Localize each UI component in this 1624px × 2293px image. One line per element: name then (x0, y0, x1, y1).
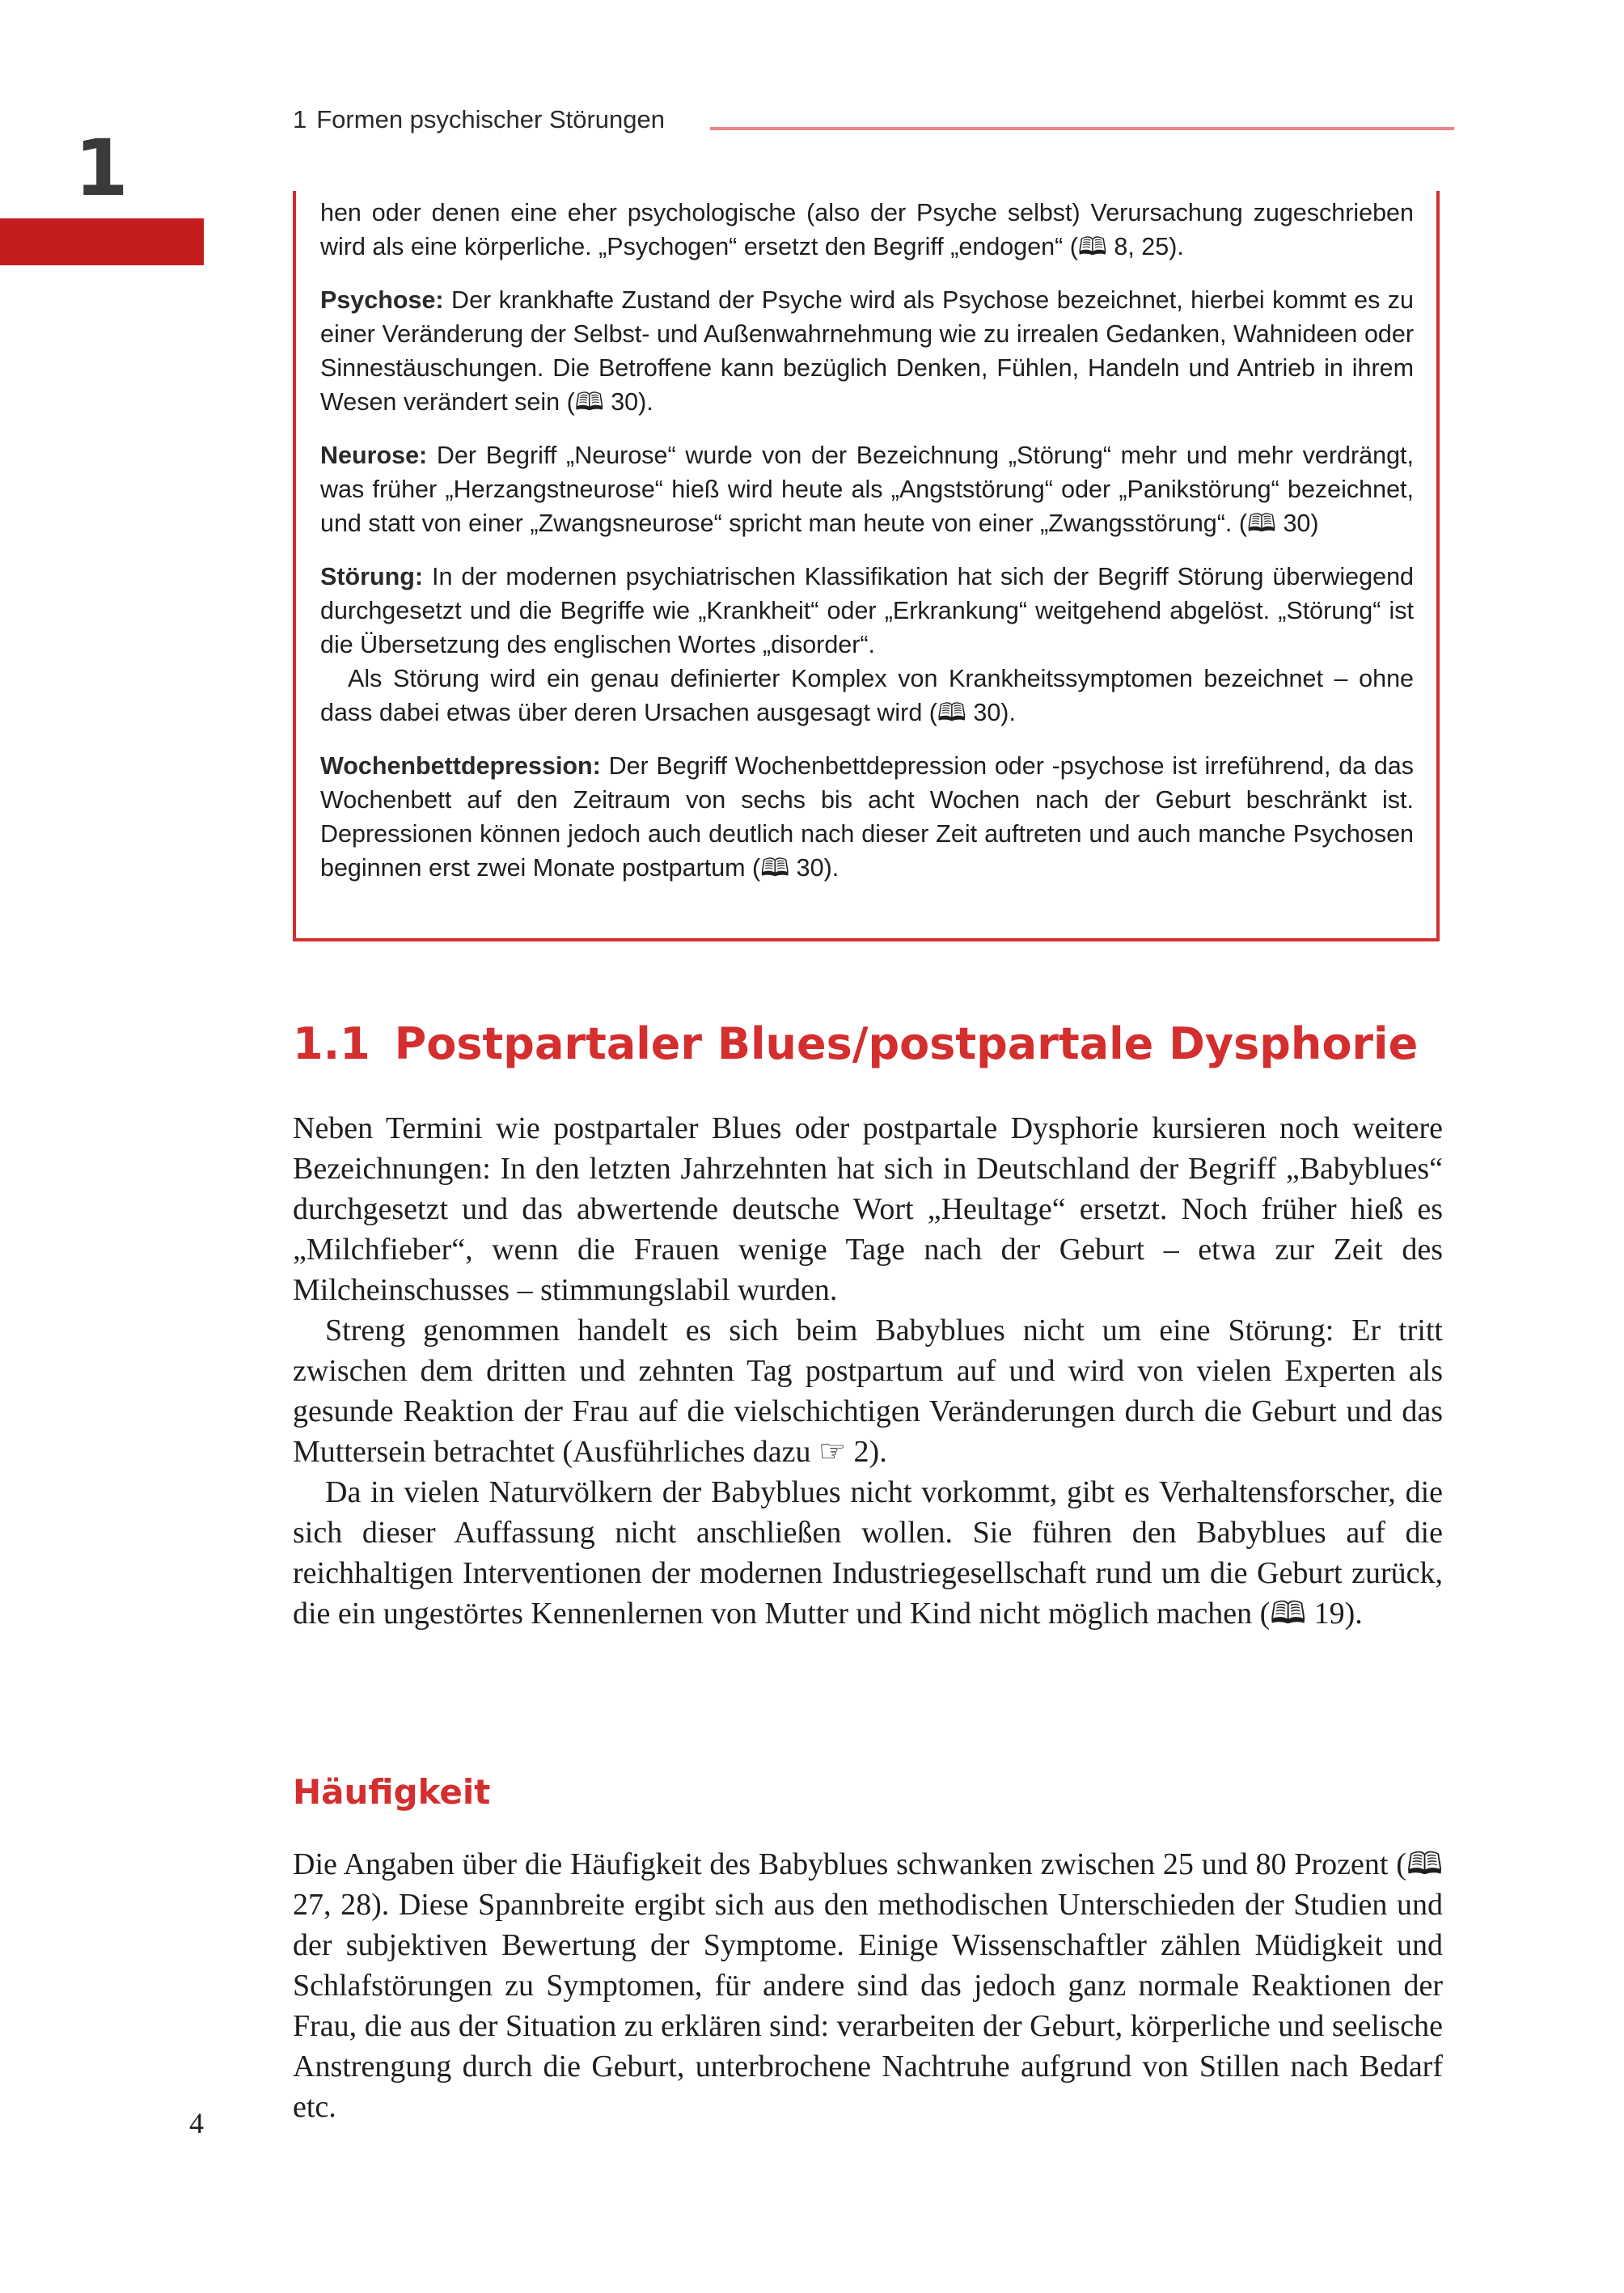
glossary-term: Psychose: (320, 286, 444, 314)
glossary-entry-wochenbettdepression (320, 749, 1414, 885)
body-paragraph: Da in vielen Naturvölkern der Babyblues nicht vorkommt, gibt es Verhaltensforscher, die sich dieser Auffassung nicht anschließen wollen. Sie führen den Babyblues auf die reichhaltigen Interventionen der modernen Industriegesellschaft rund um die Geburt zurück, die ein ungestörtes Kennenlernen von Mutter und Kind nicht möglich machen (🕮 19). (293, 1475, 1443, 1631)
running-head-rule (710, 127, 1454, 130)
glossary-definition: Der Begriff Wochenbettdepression oder -psychose ist irreführend, da das Wochenbett auf den Zeitraum von sechs bis acht Wochen nach der Geburt beschränkt ist. Depressionen können jedoch auch deutlich nach dieser Zeit auftreten und auch manche Psychosen beginnen erst zwei Monate postpartum (🕮 30). (320, 752, 1414, 882)
glossary-entry-stoerung (320, 560, 1414, 662)
glossary-definition: Der Begriff „Neurose“ wurde von der Bezeichnung „Störung“ mehr und mehr verdrängt, was früher „Herzangstneurose“ hieß wird heute als „Angststörung“ oder „Panikstörung“ bezeichnet, und statt von einer „Zwangsneurose“ spricht man heute von einer „Zwangsstörung“. (🕮 30) (320, 442, 1414, 537)
glossary-intro: hen oder denen eine eher psychologische (also der Psyche selbst) Verursachung zugeschrieben wird als eine körperliche. „Psychogen“ ersetzt den Begriff „endogen“ (🕮 8, 25). (320, 199, 1414, 260)
page-number: 4 (189, 2107, 204, 2139)
glossary-entry-neurose (320, 438, 1414, 540)
running-head-number: 1 (293, 105, 307, 133)
glossary-term: Wochenbettdepression: (320, 752, 601, 780)
running-head-title: Formen psychischer Störungen (316, 105, 666, 133)
glossary-entry-stoerung-continued: Als Störung wird ein genau definierter Komplex von Krankheitssymptomen bezeichnet – ohne dass dabei etwas über deren Ursachen ausgesagt wird (🕮 30). (320, 665, 1414, 726)
section-title: Postpartaler Blues/postpartale Dysphorie (394, 1018, 1419, 1069)
subsection-heading: Häufigkeit (293, 1772, 491, 1812)
glossary-term: Neurose: (320, 442, 428, 469)
glossary-term: Störung: (320, 563, 424, 590)
section-number: 1.1 (293, 1018, 370, 1069)
body-paragraph: Neben Termini wie postpartaler Blues oder postpartale Dysphorie kursieren noch weitere Bezeichnungen: In den letzten Jahrzehnten hat sich in Deutschland der Begriff „Babyblues“ durchgesetzt und das abwertende deutsche Wort „Heultage“ ersetzt. Noch früher hieß es „Milchfieber“, wenn die Frauen wenige Tage nach der Geburt – etwa zur Zeit des Milcheinschusses – stimmungslabil wurden. (293, 1111, 1443, 1307)
glossary-definition: Der krankhafte Zustand der Psyche wird als Psychose bezeichnet, hierbei kommt es zu einer Veränderung der Selbst- und Außenwahrnehmung wie zu irrealen Gedanken, Wahnideen oder Sinnestäuschungen. Die Betroffene kann bezüglich Denken, Fühlen, Handeln und Antrieb in ihrem Wesen verändert sein (🕮 30). (320, 286, 1414, 416)
section-body (293, 1108, 1443, 1634)
glossary-definition: In der modernen psychiatrischen Klassifikation hat sich der Begriff Störung überwiegend durchgesetzt und die Begriffe wie „Krankheit“ oder „Erkrankung“ weitgehend abgelöst. „Störung“ ist die Übersetzung des englischen Wortes „disorder“. (320, 563, 1414, 658)
subsection-body (293, 1844, 1443, 2127)
section-heading (293, 1016, 1418, 1072)
body-paragraph: Die Angaben über die Häufigkeit des Babyblues schwanken zwischen 25 und 80 Prozent (🕮 27, 28). Diese Spannbreite ergibt sich aus den methodischen Unterschieden der Studien und der subjektiven Bewertung der Symptome. Einige Wissenschaftler zählen Müdigkeit und Schlafstörungen zu Symptomen, für andere sind das jedoch ganz normale Reaktionen der Frau, die aus der Situation zu erklären sind: verarbeiten der Geburt, körperliche und seelische Anstrengung durch die Geburt, unterbrochene Nachtruhe aufgrund von Stillen nach Bedarf etc. (293, 1847, 1443, 2124)
chapter-number: 1 (74, 123, 129, 214)
glossary-box (293, 191, 1440, 941)
chapter-marker-bar (0, 218, 204, 265)
body-paragraph: Streng genommen handelt es sich beim Babyblues nicht um eine Störung: Er tritt zwischen dem dritten und zehnten Tag postpartum auf und wird von vielen Experten als gesunde Reaktion der Frau auf die vielschichtigen Veränderungen durch die Geburt und das Muttersein betrachtet (Ausführliches dazu ☞ 2). (293, 1314, 1443, 1469)
glossary-entry-psychose (320, 283, 1414, 419)
running-head (293, 104, 665, 136)
